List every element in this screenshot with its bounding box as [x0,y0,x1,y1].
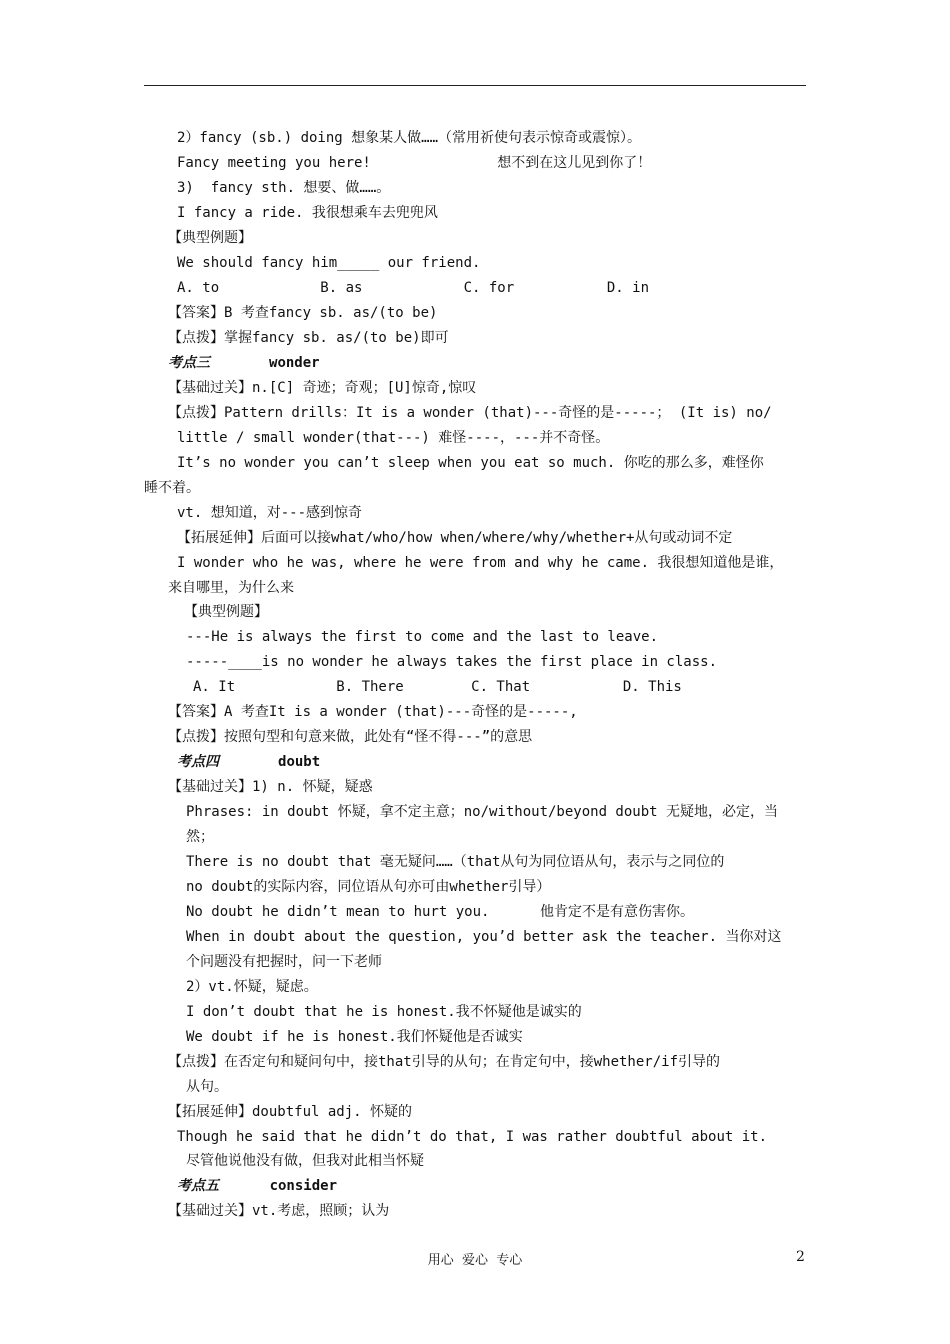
text-line: 【点拨】Pattern drills：It is a wonder (that)---奇怪的是-----； (It is) no/ [168,405,772,421]
text-line: Fancy meeting you here! 想不到在这儿见到你了！ [177,155,652,171]
text-line: 【拓展延伸】doubtful adj. 怀疑的 [168,1104,413,1120]
text-line: 尽管他说他没有做，但我对此相当怀疑 [186,1153,424,1169]
section-heading [177,1176,337,1196]
text-line: little / small wonder(that---) 难怪----，---并不奇怪。 [177,430,610,446]
text-line: 3) fancy sth. 想要、做……。 [177,180,391,196]
section-keyword: doubt [278,754,321,770]
text-line: 然； [186,829,214,845]
text-line: 【基础过关】vt.考虑，照顾；认为 [168,1203,390,1219]
text-line: vt. 想知道，对---感到惊奇 [177,505,363,521]
section-label: 考点三 [168,355,210,371]
section-label: 考点五 [177,1178,219,1194]
text-line: A. It B. There C. That D. This [193,679,682,695]
text-line: We should fancy him_____ our friend. [177,255,481,271]
text-line: It’s no wonder you can’t sleep when you eat so much. 你吃的那么多，难怪你 [177,455,764,471]
text-line: There is no doubt that 毫无疑问……（that从句为同位语从句，表示与之同位的 [186,854,725,870]
footer-slogan: 用心 爱心 专心 [427,1253,523,1268]
text-line: 个问题没有把握时，问一下老师 [186,954,382,970]
text-line: No doubt he didn’t mean to hurt you. 他肯定不是有意伤害你。 [186,904,695,920]
text-line: 【拓展延伸】后面可以接what/who/how when/where/why/whether+从句或动词不定 [177,530,733,546]
text-line: 【基础过关】n.[C] 奇迹；奇观；[U]惊奇,惊叹 [168,380,477,396]
text-line: I fancy a ride. 我很想乘车去兜兜风 [177,205,438,221]
section-label: 考点四 [177,754,219,770]
section-heading [168,353,320,373]
text-line: 【典型例题】 [168,230,252,246]
text-line: 2）vt.怀疑，疑虑。 [186,979,318,995]
text-line: 从句。 [186,1079,228,1095]
text-line: We doubt if he is honest.我们怀疑他是否诚实 [186,1029,523,1045]
text-line: 2）fancy (sb.) doing 想象某人做……（常用祈使句表示惊奇或震惊）。 [177,130,642,146]
text-line: 【点拨】在否定句和疑问句中，接that引导的从句；在肯定句中，接whether/if引导的 [168,1054,721,1070]
text-line: Though he said that he didn’t do that, I was rather doubtful about it. [177,1129,768,1145]
text-line: A. to B. as C. for D. in [177,280,650,296]
text-line: 【点拨】按照句型和句意来做，此处有“怪不得---”的意思 [168,729,533,745]
text-line: 来自哪里，为什么来 [168,580,294,596]
text-line: 【答案】B 考查fancy sb. as/(to be) [168,305,438,321]
section-keyword: consider [269,1178,338,1194]
page-number: 2 [796,1249,805,1265]
text-line: 睡不着。 [144,480,200,496]
text-line: I don’t doubt that he is honest.我不怀疑他是诚实的 [186,1004,582,1020]
text-line: -----____is no wonder he always takes the first place in class. [186,654,718,670]
text-line: 【点拨】掌握fancy sb. as/(to be)即可 [168,330,449,346]
text-line: When in doubt about the question, you’d better ask the teacher. 当你对这 [186,929,782,945]
text-line: 【答案】A 考查It is a wonder (that)---奇怪的是-----, [168,704,578,720]
section-keyword: wonder [269,355,320,371]
text-line: ---He is always the first to come and the last to leave. [186,629,659,645]
text-line: 【基础过关】1) n. 怀疑，疑惑 [168,779,373,795]
text-line: no doubt的实际内容，同位语从句亦可由whether引导） [186,879,551,895]
section-heading [177,752,320,772]
text-line: Phrases: in doubt 怀疑，拿不定主意；no/without/beyond doubt 无疑地，必定，当 [186,804,779,820]
text-line: 【典型例题】 [184,604,268,620]
text-line: I wonder who he was, where he were from and why he came. 我很想知道他是谁， [177,555,784,571]
header-rule [144,85,806,86]
